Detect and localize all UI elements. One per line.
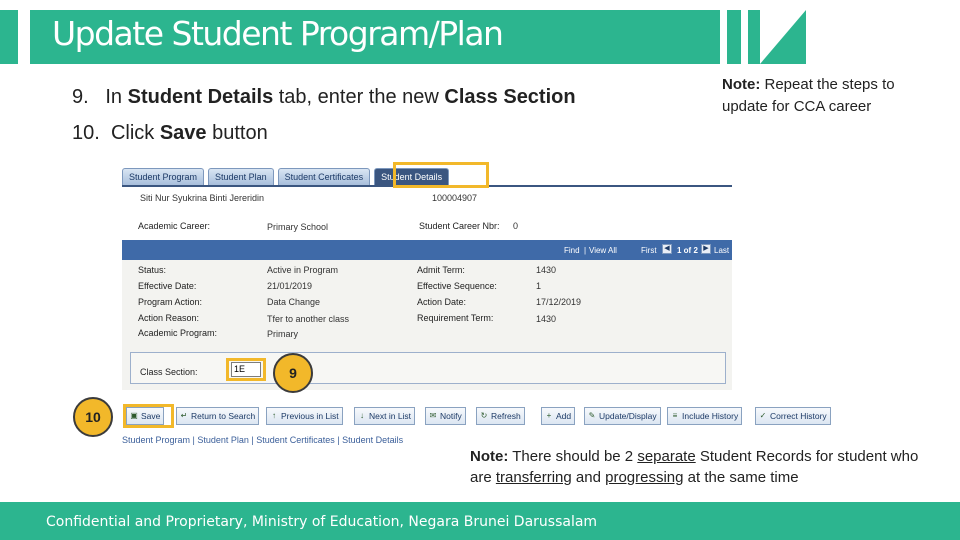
requirement-term-label: Requirement Term: [417, 313, 494, 323]
step-text: In [105, 86, 128, 108]
career-nbr-label: Student Career Nbr: [419, 221, 500, 231]
button-label: Update/Display [599, 411, 657, 421]
find-link[interactable]: Find [564, 246, 580, 255]
action-reason-value: Tfer to another class [267, 314, 350, 324]
next-record-icon[interactable]: ▶ [701, 244, 711, 254]
note-text: at the same time [683, 469, 799, 486]
update-icon: ✎ [588, 411, 596, 420]
action-date-label: Action Date: [417, 297, 467, 307]
note-text: and [571, 469, 606, 486]
step-number: 10. [72, 122, 100, 144]
effective-sequence-label: Effective Sequence: [417, 281, 497, 291]
notify-icon: ✉ [429, 411, 437, 420]
note-underlined: transferring [495, 469, 572, 486]
down-arrow-icon: ↓ [360, 411, 364, 420]
student-name: Siti Nur Syukrina Binti Jereridin [140, 193, 265, 203]
button-label: Save [141, 411, 161, 421]
next-in-list-button[interactable] [354, 407, 415, 425]
effective-date-label: Effective Date: [138, 281, 197, 291]
include-history-button[interactable] [667, 407, 742, 425]
class-section-box [130, 352, 726, 384]
add-icon: + [546, 411, 552, 420]
header-accent-left [0, 10, 18, 64]
callout-step-10: 10 [73, 397, 113, 437]
last-link[interactable]: Last [714, 246, 730, 255]
requirement-term-value: 1430 [536, 314, 557, 324]
refresh-icon: ↻ [480, 411, 488, 420]
program-action-value: Data Change [267, 297, 321, 307]
highlight-class-section [226, 358, 266, 381]
note-label: Note: [470, 448, 509, 465]
academic-program-label: Academic Program: [138, 328, 218, 338]
note-bottom [470, 446, 940, 488]
record-range: 1 of 2 [677, 246, 698, 255]
step-text: Click [110, 122, 160, 144]
button-label: Refresh [491, 411, 521, 421]
note-label: Note: [722, 76, 761, 93]
effective-sequence-value: 1 [536, 281, 542, 291]
step-10 [72, 122, 268, 145]
notify-button[interactable] [425, 407, 466, 425]
history-icon: ≡ [672, 411, 678, 420]
action-reason-label: Action Reason: [138, 313, 200, 323]
return-to-search-button[interactable] [176, 407, 259, 425]
update-display-button[interactable] [584, 407, 661, 425]
note-underlined: separate [637, 448, 696, 465]
step-text: tab, enter the new [273, 86, 445, 108]
pager-separator: | [584, 246, 587, 255]
button-label: Next in List [369, 411, 412, 421]
tab-student-plan[interactable]: Student Plan [208, 168, 274, 185]
highlight-student-details-tab [393, 162, 489, 188]
status-value: Active in Program [267, 265, 339, 275]
class-section-label: Class Section: [140, 367, 198, 377]
up-arrow-icon: ↑ [272, 411, 276, 420]
note-text: There should be 2 [508, 448, 638, 465]
view-all-link[interactable]: View All [589, 246, 617, 255]
first-link[interactable]: First [641, 246, 657, 255]
button-label: Add [556, 411, 572, 421]
note-underlined: progressing [605, 469, 684, 486]
career-nbr-value: 0 [513, 221, 519, 231]
effective-date-value: 21/01/2019 [267, 281, 313, 291]
correct-history-icon: ✓ [759, 411, 767, 420]
header-accent-block-2 [748, 10, 760, 64]
note-text: Repeat the steps to update for CCA career [722, 76, 895, 115]
academic-career-value: Primary School [267, 222, 329, 232]
previous-record-icon[interactable]: ◀ [662, 244, 672, 254]
page-title: Update Student Program/Plan [52, 14, 503, 53]
note-top [722, 74, 942, 118]
button-label: Notify [440, 411, 462, 421]
class-section-input[interactable]: 1E [231, 362, 261, 377]
step-text: button [206, 122, 268, 144]
note-text: Student Records for student who are [470, 448, 919, 486]
action-date-value: 17/12/2019 [536, 297, 582, 307]
status-label: Status: [138, 265, 167, 275]
refresh-button[interactable] [476, 407, 525, 425]
header-accent-triangle [760, 10, 806, 64]
admit-term-value: 1430 [536, 265, 557, 275]
callout-step-9: 9 [273, 353, 313, 393]
highlight-save-button [123, 404, 174, 428]
program-action-label: Program Action: [138, 297, 203, 307]
add-button[interactable] [541, 407, 575, 425]
step-bold: Student Details [127, 86, 274, 108]
previous-in-list-button[interactable] [266, 407, 343, 425]
admit-term-label: Admit Term: [417, 265, 465, 275]
breadcrumb-links[interactable]: Student Program | Student Plan | Student Certificates | Student Details [122, 435, 404, 445]
step-9 [72, 86, 576, 109]
button-label: Previous in List [281, 411, 339, 421]
step-bold: Save [159, 122, 207, 144]
button-label: Return to Search [191, 411, 256, 421]
return-arrow-icon: ↵ [180, 411, 188, 420]
save-icon: ▣ [130, 411, 138, 420]
footer-text: Confidential and Proprietary, Ministry of Education, Negara Brunei Darussalam [46, 514, 598, 530]
button-label: Correct History [770, 411, 827, 421]
step-bold: Class Section [444, 86, 576, 108]
correct-history-button[interactable] [755, 407, 831, 425]
button-label: Include History [682, 411, 739, 421]
academic-program-value: Primary [267, 329, 298, 339]
tab-student-program[interactable]: Student Program [122, 168, 204, 185]
student-id: 100004907 [432, 193, 478, 203]
tab-student-certificates[interactable]: Student Certificates [278, 168, 371, 185]
step-number: 9. [72, 86, 89, 108]
academic-career-label: Academic Career: [138, 221, 211, 231]
tab-student-details[interactable]: Student Details [374, 168, 449, 185]
header-accent-block-1 [727, 10, 741, 64]
